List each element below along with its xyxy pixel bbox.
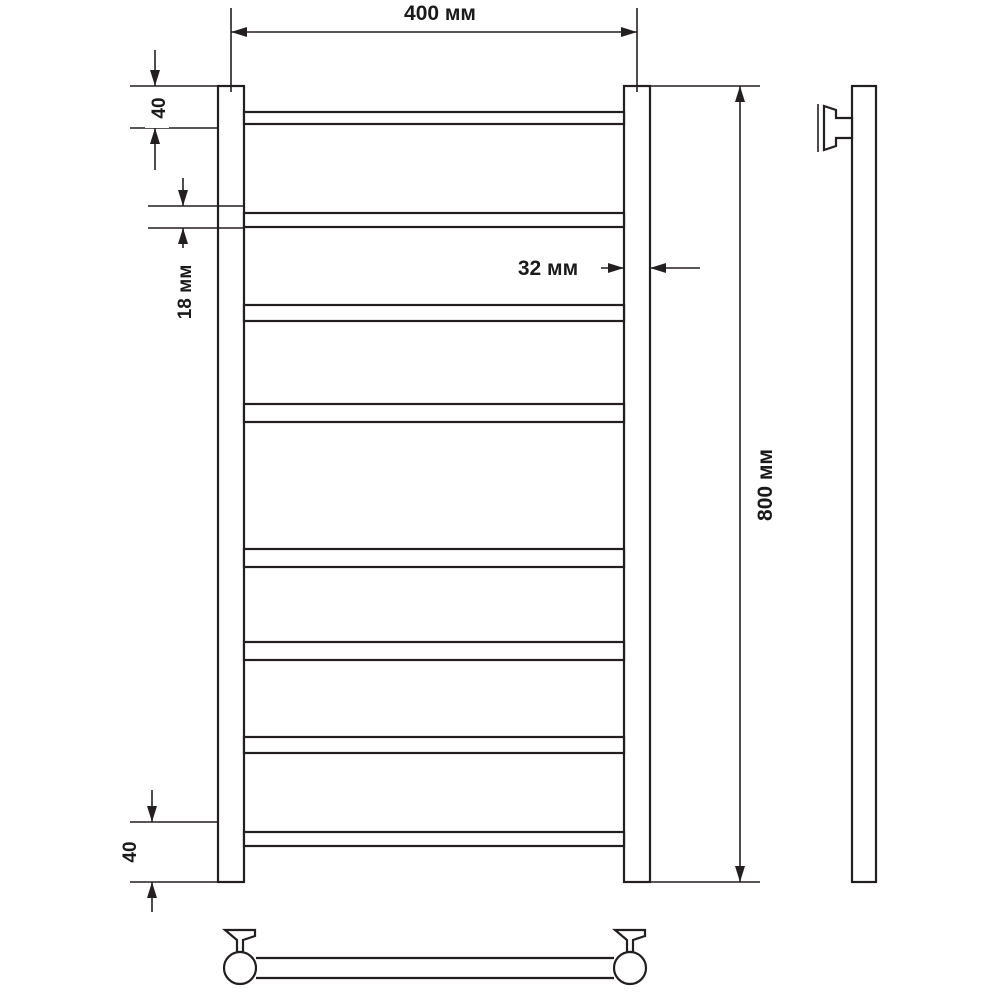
width-dimension <box>231 0 637 92</box>
rung-4 <box>244 404 624 422</box>
bottom-offset-arrow-down <box>147 882 157 898</box>
width-arrow-right <box>621 27 637 37</box>
rung-gap-arrow-up <box>178 190 188 206</box>
height-dimension <box>650 86 778 882</box>
height-arrow-bottom <box>735 866 745 882</box>
rung-8 <box>244 832 624 846</box>
side-view-group <box>818 86 876 882</box>
top-offset-arrow-down <box>150 128 160 144</box>
right-vertical-post <box>624 86 650 882</box>
width-arrow-left <box>231 27 247 37</box>
rung-gap-arrow-down <box>178 228 188 244</box>
width-label: 400 мм <box>404 2 476 25</box>
side-view-bracket <box>824 106 852 150</box>
rung-7 <box>244 737 624 753</box>
side-view-post <box>852 86 876 882</box>
bottom-offset-dimension <box>118 790 218 912</box>
top-view-left-bracket <box>225 930 255 952</box>
top-offset-label: 40 <box>149 97 170 119</box>
tube-arrow-left <box>608 263 624 273</box>
rung-2 <box>244 213 624 227</box>
bottom-offset-label: 40 <box>120 841 141 863</box>
tube-dimension <box>495 255 700 281</box>
rung-3 <box>244 305 624 321</box>
front-view-group <box>218 86 650 882</box>
tube-arrow-right <box>650 263 666 273</box>
height-arrow-top <box>735 86 745 102</box>
top-view-right-bracket <box>615 930 645 952</box>
height-label: 800 мм <box>754 449 777 521</box>
tube-label: 32 мм <box>517 257 579 280</box>
top-view-group <box>224 930 646 984</box>
top-offset-arrow-up <box>150 70 160 86</box>
top-view-right-joint <box>614 952 646 984</box>
top-offset-dimension <box>130 50 218 170</box>
rungs-group <box>244 112 624 846</box>
top-view-left-joint <box>224 952 256 984</box>
rung-gap-label: 18 мм <box>175 264 196 320</box>
rung-5 <box>244 549 624 567</box>
rung-6 <box>244 642 624 660</box>
rung-1 <box>244 112 624 124</box>
bottom-offset-arrow-up <box>147 806 157 822</box>
